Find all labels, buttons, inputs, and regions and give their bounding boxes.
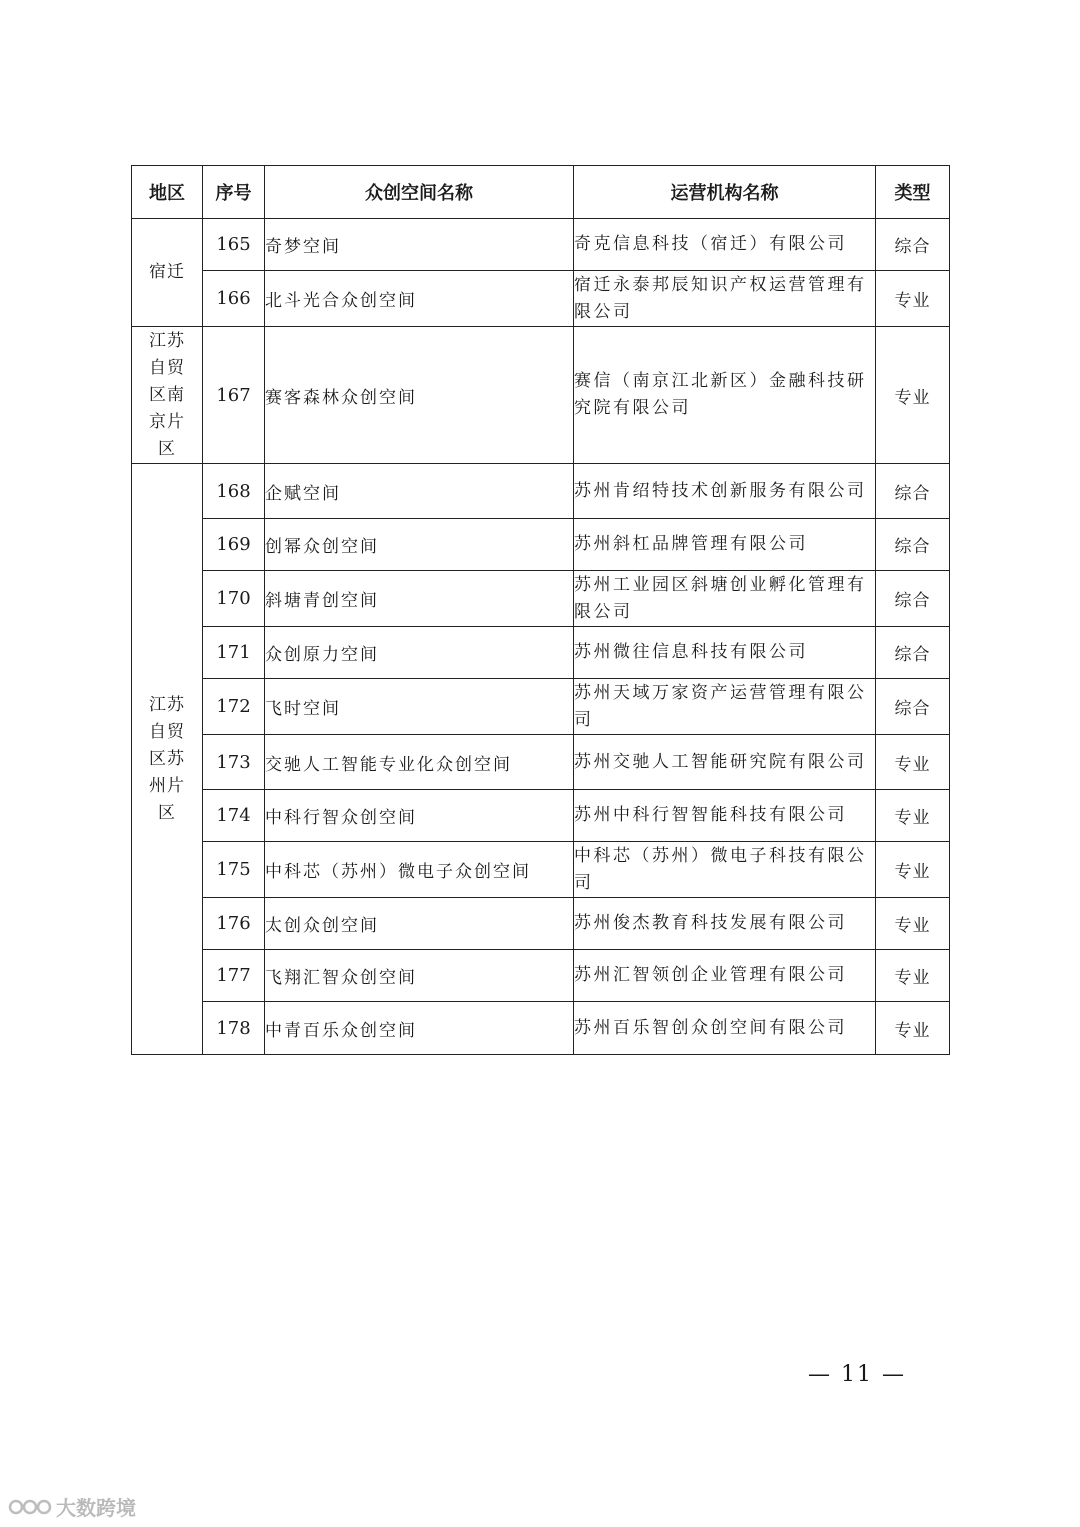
operator-name: 苏州中科行智智能科技有限公司: [574, 790, 876, 842]
row-number: 165: [203, 219, 265, 271]
table-row: [132, 219, 950, 271]
table-row: [132, 735, 950, 790]
operator-name: 宿迁永泰邦辰知识产权运营管理有限公司: [574, 271, 876, 327]
space-name: 奇梦空间: [265, 219, 574, 271]
space-type: 专业: [876, 327, 950, 464]
space-type: 综合: [876, 464, 950, 519]
operator-name: 苏州工业园区斜塘创业孵化管理有限公司: [574, 571, 876, 627]
region-cell: [132, 327, 203, 464]
operator-name: 苏州俊杰教育科技发展有限公司: [574, 898, 876, 950]
operator-name: 苏州天域万家资产运营管理有限公司: [574, 679, 876, 735]
table-row: [132, 842, 950, 898]
row-number: 168: [203, 464, 265, 519]
row-number: 167: [203, 327, 265, 464]
region-label: 江苏自贸区苏州片区: [149, 694, 185, 823]
table-row: [132, 790, 950, 842]
space-name: 赛客森林众创空间: [265, 327, 574, 464]
header-number: 序号: [203, 166, 265, 219]
space-name: 中青百乐众创空间: [265, 1002, 574, 1055]
space-name: 交驰人工智能专业化众创空间: [265, 735, 574, 790]
space-type: 专业: [876, 950, 950, 1002]
space-type: 专业: [876, 790, 950, 842]
operator-name: 苏州斜杠品牌管理有限公司: [574, 519, 876, 571]
table-row: [132, 327, 950, 464]
header-region: 地区: [132, 166, 203, 219]
space-name: 北斗光合众创空间: [265, 271, 574, 327]
row-number: 174: [203, 790, 265, 842]
region-cell: [132, 464, 203, 1055]
row-number: 178: [203, 1002, 265, 1055]
operator-name: 赛信（南京江北新区）金融科技研究院有限公司: [574, 327, 876, 464]
operator-name: 苏州百乐智创众创空间有限公司: [574, 1002, 876, 1055]
space-name: 飞翔汇智众创空间: [265, 950, 574, 1002]
region-label: 江苏自贸区南京片区: [149, 330, 185, 459]
row-number: 172: [203, 679, 265, 735]
operator-name: 苏州交驰人工智能研究院有限公司: [574, 735, 876, 790]
operator-name: 奇克信息科技（宿迁）有限公司: [574, 219, 876, 271]
row-number: 176: [203, 898, 265, 950]
space-name: 太创众创空间: [265, 898, 574, 950]
space-name: 中科芯（苏州）微电子众创空间: [265, 842, 574, 898]
region-label: 宿迁: [149, 262, 185, 282]
header-type: 类型: [876, 166, 950, 219]
table-row: [132, 679, 950, 735]
table-row: [132, 519, 950, 571]
space-type: 专业: [876, 842, 950, 898]
space-type: 专业: [876, 735, 950, 790]
space-type: 专业: [876, 271, 950, 327]
page-number: — 11 —: [808, 1362, 906, 1387]
header-space-name: 众创空间名称: [265, 166, 574, 219]
space-name: 飞时空间: [265, 679, 574, 735]
header-row: [132, 166, 950, 219]
space-type: 综合: [876, 519, 950, 571]
row-number: 173: [203, 735, 265, 790]
table-row: [132, 464, 950, 519]
row-number: 171: [203, 627, 265, 679]
row-number: 170: [203, 571, 265, 627]
space-name: 众创原力空间: [265, 627, 574, 679]
header-operator-name: 运营机构名称: [574, 166, 876, 219]
space-type: 综合: [876, 679, 950, 735]
space-type: 综合: [876, 627, 950, 679]
table-row: [132, 898, 950, 950]
row-number: 169: [203, 519, 265, 571]
space-type: 综合: [876, 219, 950, 271]
region-cell: [132, 219, 203, 327]
table-row: [132, 950, 950, 1002]
space-type: 专业: [876, 1002, 950, 1055]
operator-name: 苏州肯绍特技术创新服务有限公司: [574, 464, 876, 519]
row-number: 177: [203, 950, 265, 1002]
space-type: 专业: [876, 898, 950, 950]
innovation-space-table: [131, 165, 950, 1055]
space-name: 斜塘青创空间: [265, 571, 574, 627]
space-name: 企赋空间: [265, 464, 574, 519]
space-name: 中科行智众创空间: [265, 790, 574, 842]
space-name: 创幂众创空间: [265, 519, 574, 571]
operator-name: 中科芯（苏州）微电子科技有限公司: [574, 842, 876, 898]
watermark-text: 大数跨境: [56, 1496, 136, 1520]
row-number: 166: [203, 271, 265, 327]
watermark: [8, 1492, 136, 1521]
row-number: 175: [203, 842, 265, 898]
table-row: [132, 627, 950, 679]
table-row: [132, 271, 950, 327]
operator-name: 苏州微往信息科技有限公司: [574, 627, 876, 679]
space-type: 综合: [876, 571, 950, 627]
watermark-logo-icon: [8, 1496, 52, 1518]
operator-name: 苏州汇智领创企业管理有限公司: [574, 950, 876, 1002]
table-row: [132, 1002, 950, 1055]
table-row: [132, 571, 950, 627]
